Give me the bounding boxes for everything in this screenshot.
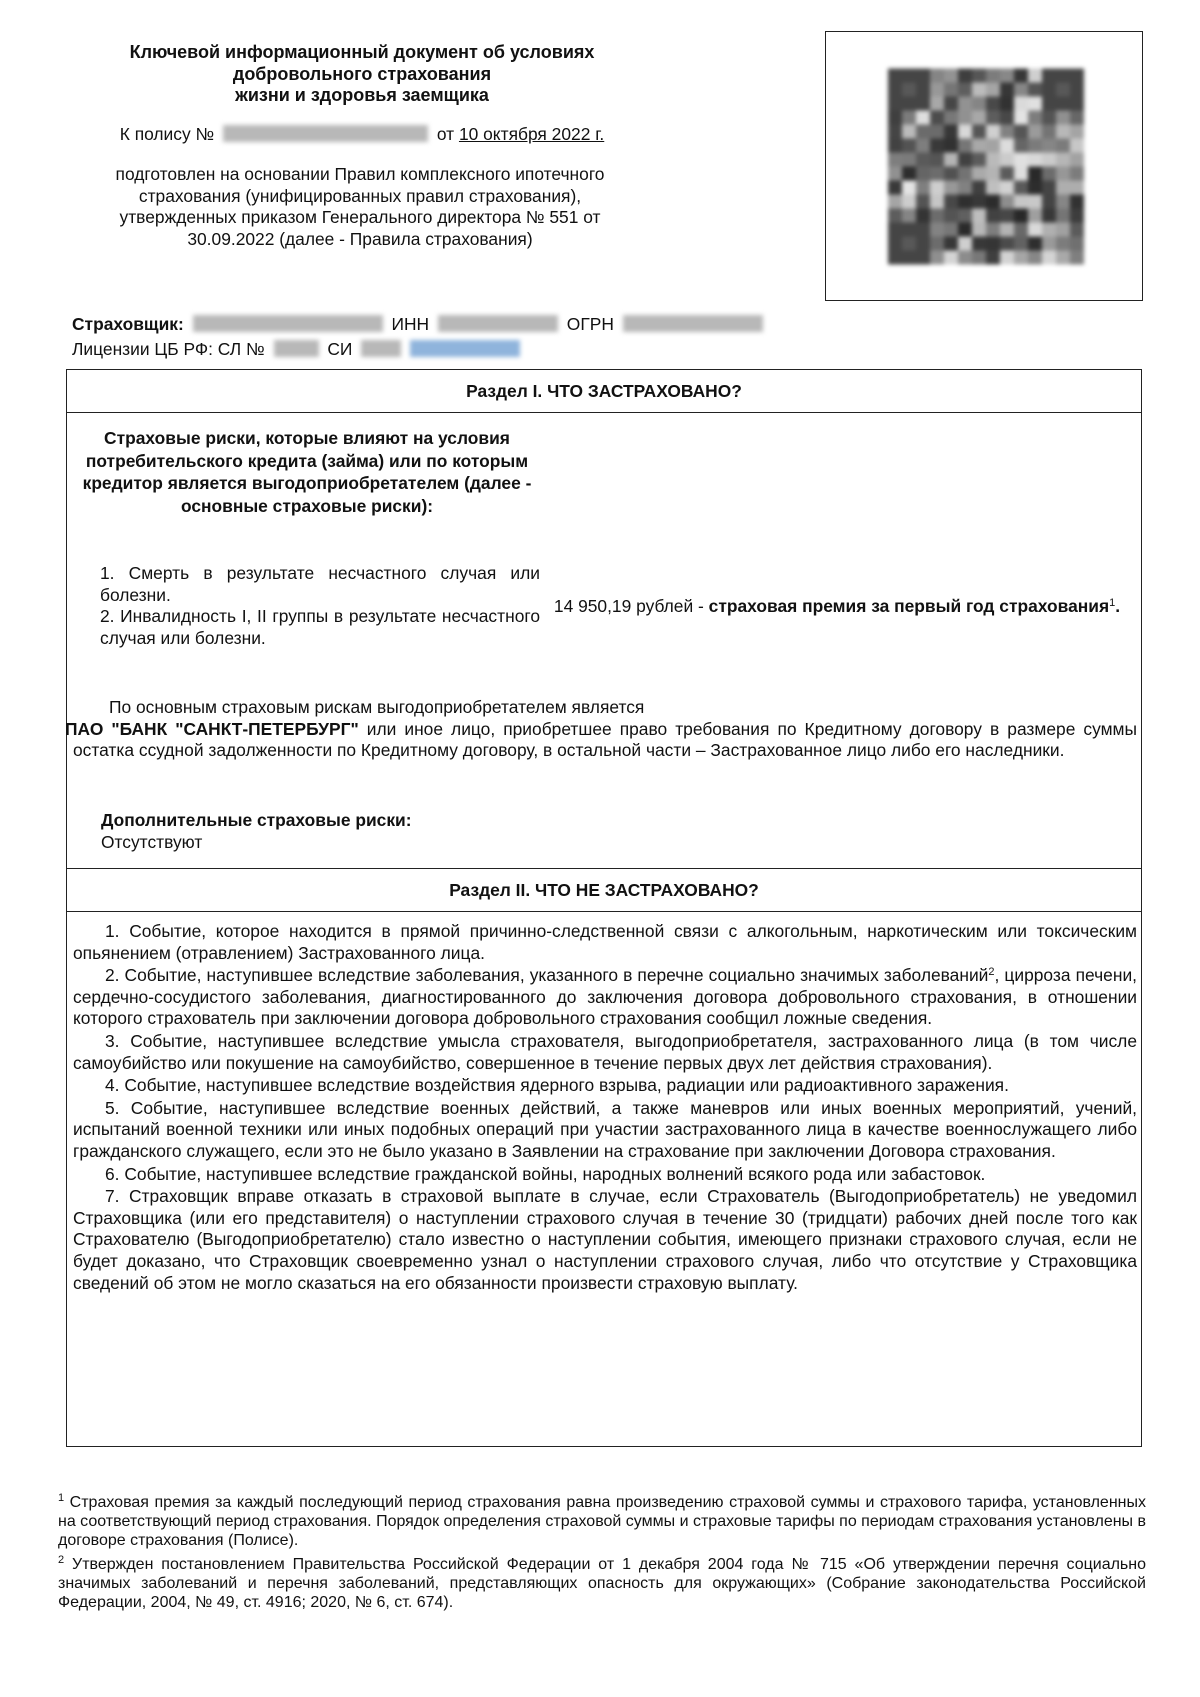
- qr-module: [986, 69, 1000, 83]
- qr-module: [1042, 139, 1056, 153]
- qr-module: [1000, 251, 1014, 265]
- qr-module: [986, 153, 1000, 167]
- qr-module: [1070, 209, 1084, 223]
- policy-date-prefix: от: [436, 124, 455, 144]
- qr-module: [916, 251, 930, 265]
- qr-module: [1028, 223, 1042, 237]
- qr-module: [930, 111, 944, 125]
- qr-module: [1000, 83, 1014, 97]
- qr-module: [902, 181, 916, 195]
- qr-module: [1028, 209, 1042, 223]
- list-item: 3. Событие, наступившее вследствие умысла страхователя, выгодоприобретателя, застрахованного лица (в том числе самоубийство или покушение на самоубийство, совершенное в течение первых двух лет действия страхования).: [73, 1030, 1137, 1073]
- qr-module: [1014, 83, 1028, 97]
- qr-module: [1042, 195, 1056, 209]
- qr-module: [930, 237, 944, 251]
- qr-module: [944, 209, 958, 223]
- qr-module: [1028, 97, 1042, 111]
- qr-module: [944, 69, 958, 83]
- footnotes: [58, 1493, 1146, 1617]
- qr-module: [1014, 195, 1028, 209]
- qr-module: [916, 111, 930, 125]
- qr-module: [930, 125, 944, 139]
- qr-module: [1056, 195, 1070, 209]
- redacted-inn: [438, 315, 558, 332]
- qr-module: [958, 97, 972, 111]
- policy-prefix: К полису №: [119, 124, 215, 144]
- qr-module: [986, 181, 1000, 195]
- qr-module: [930, 97, 944, 111]
- section-2-heading: Раздел II. ЧТО НЕ ЗАСТРАХОВАНО?: [67, 868, 1141, 912]
- qr-module: [902, 251, 916, 265]
- qr-module: [986, 125, 1000, 139]
- redacted-ogrn: [623, 315, 763, 332]
- policy-date: 10 октября 2022 г.: [458, 124, 605, 144]
- beneficiary-intro: По основным страховым рискам выгодоприобретателем является: [109, 697, 645, 717]
- qr-module: [1028, 251, 1042, 265]
- qr-module: [1056, 69, 1070, 83]
- qr-module: [916, 209, 930, 223]
- qr-module: [902, 237, 916, 251]
- qr-module: [944, 237, 958, 251]
- basis-text: подготовлен на основании Правил комплексного ипотечного страхования (унифицированных правил страхования), утвержденных приказом Генерального директора № 551 от 30.09.2022 (далее - Правила страхования): [115, 164, 605, 249]
- list-item: 1. Смерть в результате несчастного случая или болезни.: [100, 563, 540, 605]
- qr-module: [930, 251, 944, 265]
- premium-text: страховая премия за первый год страхования: [708, 596, 1110, 616]
- qr-module: [902, 97, 916, 111]
- qr-module: [958, 181, 972, 195]
- qr-module: [916, 83, 930, 97]
- qr-module: [972, 223, 986, 237]
- qr-module: [1070, 237, 1084, 251]
- qr-module: [916, 139, 930, 153]
- qr-module: [930, 139, 944, 153]
- qr-module: [902, 195, 916, 209]
- qr-module: [1014, 69, 1028, 83]
- qr-module: [1028, 153, 1042, 167]
- qr-module: [1000, 209, 1014, 223]
- qr-module: [1070, 111, 1084, 125]
- qr-module: [1028, 237, 1042, 251]
- footnote-2: $^2$ Утвержден постановлением Правительства Российской Федерации от 1 декабря 2004 года № 715 «Об утверждении перечня социально значимых заболеваний и перечня заболеваний, представляющих опасность для окружающих» (Собрание законодательства Российской Федерации, 2004, № 49, ст. 4916; 2020, № 6, ст. 674).: [58, 1554, 1146, 1611]
- qr-code-icon: [888, 64, 1084, 269]
- qr-module: [1056, 181, 1070, 195]
- qr-module: [944, 139, 958, 153]
- qr-module: [1000, 111, 1014, 125]
- main-risks-heading: Страховые риски, которые влияют на условия потребительского кредита (займа) или по которым кредитор является выгодоприобретателем (далее - основные страховые риски):: [82, 428, 532, 516]
- qr-module: [1000, 195, 1014, 209]
- qr-module: [1014, 237, 1028, 251]
- premium-amount: 14 950,19 рублей -: [553, 596, 704, 616]
- qr-module: [958, 167, 972, 181]
- qr-module: [1056, 167, 1070, 181]
- qr-module: [888, 125, 902, 139]
- qr-module: [958, 111, 972, 125]
- qr-module: [1014, 125, 1028, 139]
- qr-module: [888, 223, 902, 237]
- qr-module: [902, 223, 916, 237]
- beneficiary-bank: ПАО "БАНК "САНКТ-ПЕТЕРБУРГ": [65, 718, 359, 739]
- qr-module: [1056, 153, 1070, 167]
- qr-module: [972, 69, 986, 83]
- additional-risks-value: Отсутствуют: [101, 832, 203, 852]
- list-item: 2. Событие, наступившее вследствие заболевания, указанного в перечне социально значимых заболеваний$^2$, цирроза печени, сердечно-сосудистого заболевания, диагностированного до заключения договора добровольного страхования, в отношении которого страхователь при заключении договора добровольного страхования сообщил ложные сведения.: [73, 965, 1137, 1029]
- qr-module: [1028, 83, 1042, 97]
- qr-module: [1070, 97, 1084, 111]
- qr-module: [1070, 251, 1084, 265]
- redacted-license-sl: [274, 340, 319, 357]
- qr-module: [986, 251, 1000, 265]
- qr-module: [958, 209, 972, 223]
- qr-module: [916, 153, 930, 167]
- qr-module: [958, 83, 972, 97]
- redacted-insurer-name: [193, 315, 383, 332]
- qr-module: [902, 167, 916, 181]
- qr-module: [944, 153, 958, 167]
- list-item: 1. Событие, которое находится в прямой причинно-следственной связи с алкогольным, наркотическим или токсическим опьянением (отравлением) Застрахованного лица.: [73, 921, 1137, 963]
- qr-module: [1000, 153, 1014, 167]
- qr-module: [1042, 251, 1056, 265]
- qr-module: [958, 125, 972, 139]
- qr-module: [930, 83, 944, 97]
- qr-module: [1014, 111, 1028, 125]
- qr-module: [1014, 181, 1028, 195]
- qr-module: [888, 153, 902, 167]
- qr-module: [944, 97, 958, 111]
- qr-module: [888, 167, 902, 181]
- qr-module: [930, 209, 944, 223]
- qr-module: [972, 97, 986, 111]
- qr-module: [888, 237, 902, 251]
- qr-module: [972, 209, 986, 223]
- qr-module: [1070, 153, 1084, 167]
- qr-module: [986, 167, 1000, 181]
- qr-module: [986, 139, 1000, 153]
- qr-module: [1042, 209, 1056, 223]
- qr-module: [916, 223, 930, 237]
- qr-module: [1000, 237, 1014, 251]
- additional-risks-heading: Дополнительные страховые риски:: [101, 810, 412, 830]
- qr-module: [1042, 97, 1056, 111]
- si-label: СИ: [327, 339, 353, 359]
- title-line-3: жизни и здоровья заемщика: [235, 85, 489, 105]
- qr-module: [958, 251, 972, 265]
- qr-module: [958, 237, 972, 251]
- qr-module: [1000, 69, 1014, 83]
- qr-module: [888, 181, 902, 195]
- qr-module: [930, 223, 944, 237]
- qr-module: [1042, 153, 1056, 167]
- qr-module: [958, 69, 972, 83]
- qr-module: [930, 167, 944, 181]
- qr-module: [902, 209, 916, 223]
- beneficiary-text: [65, 697, 1138, 762]
- qr-module: [888, 97, 902, 111]
- qr-module: [1028, 167, 1042, 181]
- qr-module: [930, 153, 944, 167]
- section-1-heading: Раздел I. ЧТО ЗАСТРАХОВАНО?: [67, 370, 1141, 413]
- qr-module: [1056, 83, 1070, 97]
- qr-module: [930, 181, 944, 195]
- redacted-link: [410, 340, 520, 357]
- qr-module: [916, 97, 930, 111]
- qr-module: [986, 209, 1000, 223]
- qr-module: [1014, 167, 1028, 181]
- qr-module: [972, 167, 986, 181]
- redacted-license-si: [361, 340, 401, 357]
- qr-module: [916, 237, 930, 251]
- qr-module: [902, 83, 916, 97]
- qr-module: [1056, 251, 1070, 265]
- qr-module: [1070, 181, 1084, 195]
- qr-module: [1042, 237, 1056, 251]
- qr-module: [1014, 97, 1028, 111]
- qr-module: [986, 111, 1000, 125]
- qr-module: [958, 139, 972, 153]
- qr-module: [1000, 181, 1014, 195]
- qr-module: [972, 195, 986, 209]
- title-line-1: Ключевой информационный документ об условиях: [129, 42, 595, 62]
- policy-line: [62, 124, 662, 146]
- insurer-label: Страховщик:: [72, 314, 184, 334]
- qr-module: [972, 111, 986, 125]
- qr-module: [1042, 223, 1056, 237]
- ogrn-label: ОГРН: [566, 314, 614, 334]
- qr-module: [1014, 209, 1028, 223]
- list-item: 5. Событие, наступившее вследствие военных действий, а также маневров или иных военных мероприятий, учений, испытаний военной техники или иных подобных операций при участии застрахованного лица в качестве военнослужащего либо гражданского служащего, если это не было указано в Заявлении на страхование при заключении Договора страхования.: [73, 1097, 1137, 1161]
- qr-module: [972, 139, 986, 153]
- qr-module: [958, 195, 972, 209]
- qr-code-frame: [825, 31, 1143, 301]
- qr-module: [888, 111, 902, 125]
- qr-module: [972, 83, 986, 97]
- qr-module: [1014, 153, 1028, 167]
- qr-module: [1042, 83, 1056, 97]
- insurer-line: [72, 314, 767, 336]
- qr-module: [1070, 125, 1084, 139]
- qr-module: [1000, 139, 1014, 153]
- qr-module: [916, 167, 930, 181]
- qr-module: [1042, 167, 1056, 181]
- qr-module: [986, 223, 1000, 237]
- qr-module: [944, 195, 958, 209]
- qr-module: [1028, 139, 1042, 153]
- qr-module: [958, 223, 972, 237]
- inn-label: ИНН: [391, 314, 430, 334]
- qr-module: [1014, 139, 1028, 153]
- qr-module: [972, 125, 986, 139]
- qr-module: [930, 195, 944, 209]
- qr-module: [1000, 97, 1014, 111]
- qr-module: [944, 181, 958, 195]
- qr-module: [1070, 139, 1084, 153]
- qr-module: [1056, 139, 1070, 153]
- qr-module: [916, 195, 930, 209]
- qr-module: [1028, 181, 1042, 195]
- footnote-ref-1: 1: [1109, 597, 1116, 609]
- qr-module: [1028, 111, 1042, 125]
- qr-module: [1014, 223, 1028, 237]
- qr-module: [1070, 69, 1084, 83]
- qr-module: [1028, 69, 1042, 83]
- risk-list: [100, 563, 540, 649]
- qr-module: [1056, 223, 1070, 237]
- document-title: [62, 42, 662, 107]
- qr-module: [1014, 251, 1028, 265]
- list-item: 7. Страховщик вправе отказать в страховой выплате в случае, если Страхователь (Выгодоприобретатель) не уведомил Страховщика (или его представителя) о наступлении страхового случая в течение 30 (тридцати) рабочих дней после того как Страхователю (Выгодоприобретателю) стало известно о наступлении события, имеющего признаки страхового случая, если не будет доказано, что Страховщик своевременно узнал о наступлении страхового случая, либо что отсутствие у Страховщика сведений об этом не могло сказаться на его обязанности произвести страховую выплату.: [73, 1186, 1137, 1293]
- qr-module: [1028, 125, 1042, 139]
- qr-module: [888, 209, 902, 223]
- qr-module: [972, 237, 986, 251]
- qr-module: [1070, 195, 1084, 209]
- qr-module: [986, 195, 1000, 209]
- footnote-ref-2: 2: [988, 966, 995, 979]
- qr-module: [1000, 125, 1014, 139]
- qr-module: [944, 125, 958, 139]
- qr-module: [1056, 237, 1070, 251]
- qr-module: [972, 181, 986, 195]
- qr-module: [986, 237, 1000, 251]
- qr-module: [1056, 111, 1070, 125]
- qr-module: [902, 111, 916, 125]
- qr-module: [1070, 223, 1084, 237]
- qr-module: [972, 251, 986, 265]
- qr-module: [1028, 195, 1042, 209]
- qr-module: [1000, 167, 1014, 181]
- qr-module: [888, 83, 902, 97]
- qr-module: [888, 195, 902, 209]
- list-item: 4. Событие, наступившее вследствие воздействия ядерного взрыва, радиации или радиоактивного заражения.: [105, 1075, 1009, 1096]
- qr-module: [902, 139, 916, 153]
- exclusions-list: [73, 921, 1137, 1295]
- qr-module: [902, 153, 916, 167]
- list-item: 6. Событие, наступившее вследствие гражданской войны, народных волнений всякого рода или забастовок.: [105, 1163, 986, 1184]
- qr-module: [916, 125, 930, 139]
- qr-module: [1056, 97, 1070, 111]
- qr-module: [1042, 111, 1056, 125]
- info-table: [66, 369, 1142, 1447]
- qr-module: [944, 251, 958, 265]
- qr-module: [1000, 223, 1014, 237]
- qr-module: [888, 69, 902, 83]
- qr-module: [986, 97, 1000, 111]
- qr-module: [1056, 125, 1070, 139]
- qr-module: [902, 125, 916, 139]
- qr-module: [944, 167, 958, 181]
- qr-module: [944, 83, 958, 97]
- qr-module: [972, 153, 986, 167]
- license-line: [72, 339, 520, 361]
- title-line-2: добровольного страхования: [232, 63, 492, 84]
- qr-module: [916, 181, 930, 195]
- qr-module: [902, 69, 916, 83]
- footnote-1: $^1$ Страховая премия за каждый последующий период страхования равна произведению страховой суммы и страхового тарифа, установленных на соответствующий период страхования. Порядок определения страховой суммы и страховые тарифы по периодам страхования установлены в договоре страхования (Полисе).: [58, 1492, 1146, 1549]
- qr-module: [1042, 69, 1056, 83]
- qr-module: [1070, 167, 1084, 181]
- license-label: Лицензии ЦБ РФ: СЛ №: [72, 339, 265, 359]
- qr-module: [1056, 209, 1070, 223]
- qr-module: [1042, 125, 1056, 139]
- qr-module: [1042, 181, 1056, 195]
- qr-module: [916, 69, 930, 83]
- qr-module: [930, 69, 944, 83]
- premium-block: 14 950,19 рублей - страховая премия за первый год страхования$^1$.: [553, 596, 1121, 616]
- qr-module: [1070, 83, 1084, 97]
- qr-module: [944, 223, 958, 237]
- qr-module: [944, 111, 958, 125]
- redacted-policy-number: [223, 125, 428, 142]
- qr-module: [958, 153, 972, 167]
- qr-module: [986, 83, 1000, 97]
- list-item: 2. Инвалидность I, II группы в результате несчастного случая или болезни.: [100, 606, 540, 648]
- qr-module: [888, 251, 902, 265]
- qr-module: [888, 139, 902, 153]
- beneficiary-rest: или иное лицо, приобретшее право требования по Кредитному договору в размере суммы остатка ссудной задолженности по Кредитному договору, в остальной части – Застрахованное лицо либо его наследники.: [73, 718, 1138, 761]
